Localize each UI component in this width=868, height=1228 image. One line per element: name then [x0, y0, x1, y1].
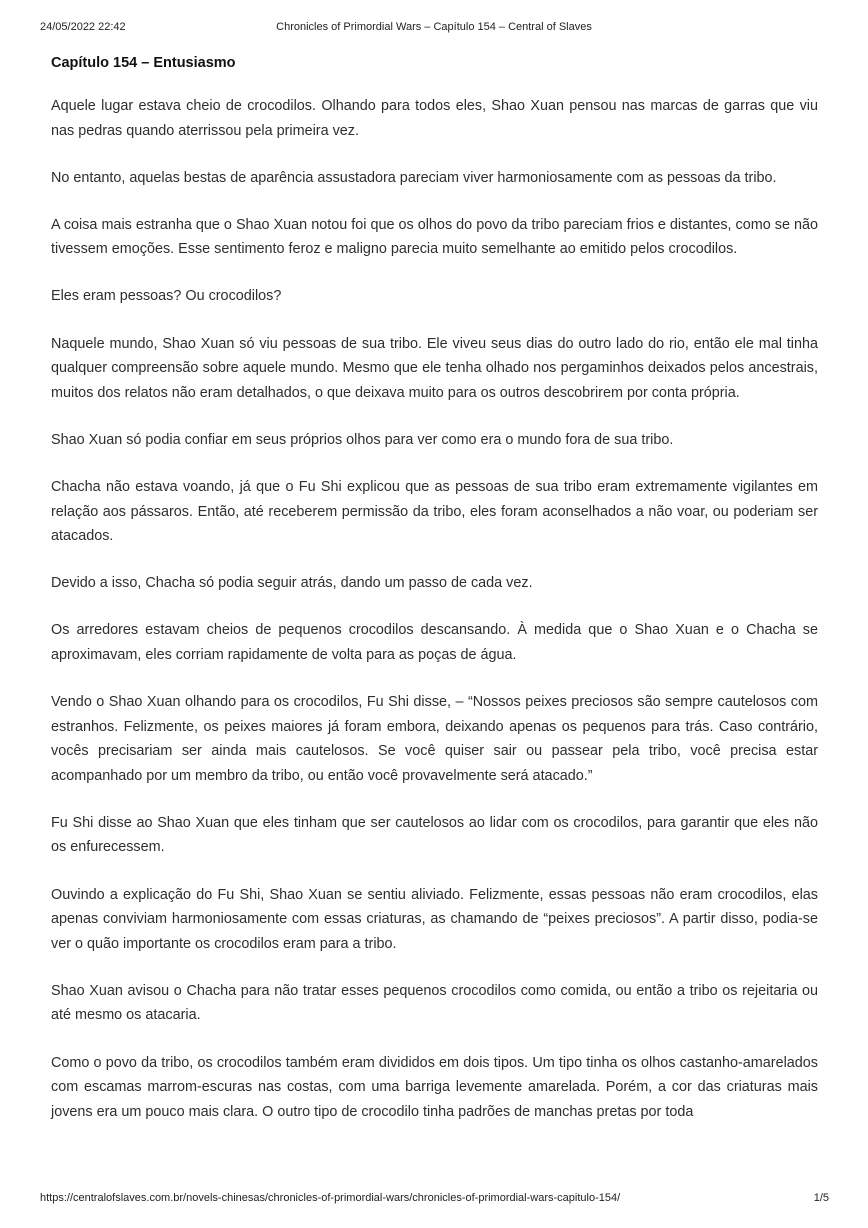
paragraph: Shao Xuan avisou o Chacha para não tratar esses pequenos crocodilos como comida, ou então a tribo os rejeitaria ou até mesmo os atacaria. — [51, 982, 818, 1024]
print-date: 24/05/2022 22:42 — [40, 21, 126, 33]
paragraph: A coisa mais estranha que o Shao Xuan notou foi que os olhos do povo da tribo pareciam frios e distantes, como se não tivessem emoções. Esse sentimento feroz e maligno parecia muito semelhante ao emitido pelos crocodilos. — [51, 216, 818, 258]
paragraph: Fu Shi disse ao Shao Xuan que eles tinham que ser cautelosos ao lidar com os crocodilos, para garantir que eles não os enfurecessem. — [51, 814, 818, 856]
paragraph: Os arredores estavam cheios de pequenos crocodilos descansando. À medida que o Shao Xuan e o Chacha se aproximavam, eles corriam rapidamente de volta para as poças de água. — [51, 622, 818, 663]
chapter-title: Capítulo 154 – Entusiasmo — [51, 55, 236, 71]
paragraph: Vendo o Shao Xuan olhando para os crocodilos, Fu Shi disse, – “Nossos peixes preciosos são sempre cautelosos com estranhos. Felizmente, os peixes maiores já foram embora, deixando apenas os pequenos para trás. Caso contrário, vocês precisariam ser ainda mais cautelosos. Se você quiser sair ou passear pela tribo, você precisa estar acompanhado por um membro da tribo, ou então você provavelmente será atacado.” — [51, 694, 818, 784]
page-number: 1/5 — [813, 1192, 829, 1204]
article-content — [51, 53, 818, 1147]
paragraph: Naquele mundo, Shao Xuan só viu pessoas de sua tribo. Ele viveu seus dias do outro lado do rio, então ele mal tinha qualquer compreensão sobre aquele mundo. Mesmo que ele tenha olhado nos pergaminhos deixados pelos ancestrais, muitos dos relatos não eram detalhados, o que deixava muito para os outros descobrirem por conta própria. — [51, 335, 818, 401]
paragraph: Shao Xuan só podia confiar em seus próprios olhos para ver como era o mundo fora de sua tribo. — [51, 431, 674, 448]
paragraph: Eles eram pessoas? Ou crocodilos? — [51, 288, 282, 305]
paragraph: No entanto, aquelas bestas de aparência assustadora pareciam viver harmoniosamente com as pessoas da tribo. — [51, 169, 777, 186]
print-page-title: Chronicles of Primordial Wars – Capítulo 154 – Central of Slaves — [276, 21, 592, 33]
paragraph: Chacha não estava voando, já que o Fu Shi explicou que as pessoas de sua tribo eram extremamente vigilantes em relação aos pássaros. Então, até receberem permissão da tribo, eles foram aconselhados a não voar, ou poderiam ser atacados. — [51, 478, 818, 545]
paragraph: Ouvindo a explicação do Fu Shi, Shao Xuan se sentiu aliviado. Felizmente, essas pessoas não eram crocodilos, elas apenas conviviam harmoniosamente com essas criaturas, as chamando de “peixes preciosos”. A partir disso, podia-se ver o quão importante os crocodilos eram para a tribo. — [51, 886, 818, 952]
paragraph: Aquele lugar estava cheio de crocodilos. Olhando para todos eles, Shao Xuan pensou nas marcas de garras que viu nas pedras quando aterrissou pela primeira vez. — [51, 98, 818, 139]
page-url: https://centralofslaves.com.br/novels-chinesas/chronicles-of-primordial-wars/chronicles-of-primordial-wars-capitulo-154/ — [40, 1192, 621, 1204]
paragraph: Como o povo da tribo, os crocodilos também eram divididos em dois tipos. Um tipo tinha os olhos castanho-amarelados com escamas marrom-escuras nas costas, com uma barriga levemente amarelada. Porém, a cor das criaturas mais jovens era um pouco mais clara. O outro tipo de crocodilo tinha padrões de manchas pretas por toda — [51, 1054, 818, 1120]
print-footer — [0, 1192, 868, 1212]
print-header — [0, 0, 868, 40]
paragraph: Devido a isso, Chacha só podia seguir atrás, dando um passo de cada vez. — [51, 575, 533, 592]
